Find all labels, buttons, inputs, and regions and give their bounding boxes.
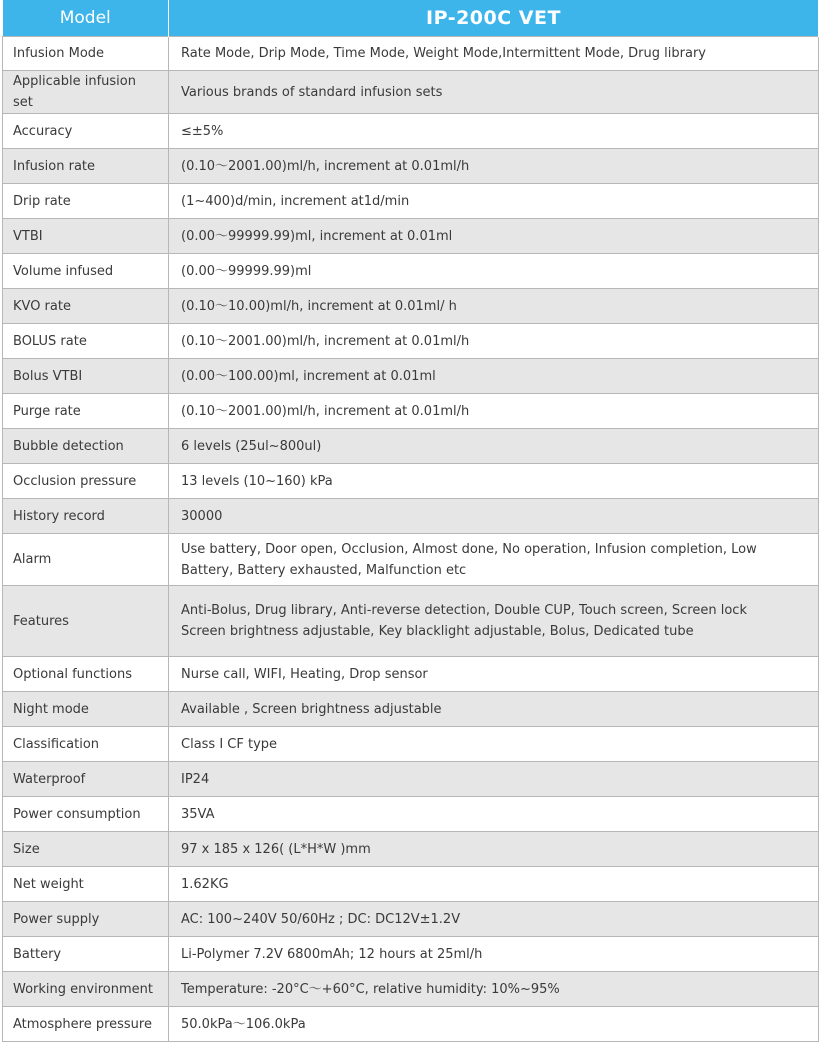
table-row (3, 359, 819, 394)
spec-label: KVO rate (3, 289, 169, 324)
table-row (3, 114, 819, 149)
spec-label: Power consumption (3, 797, 169, 832)
table-row (3, 937, 819, 972)
table-row (3, 289, 819, 324)
spec-value: 97 x 185 x 126( (L*H*W )mm (169, 832, 819, 867)
spec-value: ≤±5% (169, 114, 819, 149)
spec-label: Bolus VTBI (3, 359, 169, 394)
spec-label: Applicable infusion set (3, 71, 169, 114)
table-row (3, 972, 819, 1007)
table-row (3, 254, 819, 289)
spec-value: Li-Polymer 7.2V 6800mAh; 12 hours at 25ml/h (169, 937, 819, 972)
table-row (3, 394, 819, 429)
spec-label: Features (3, 586, 169, 657)
spec-table (2, 0, 819, 1042)
table-row (3, 464, 819, 499)
table-row (3, 534, 819, 586)
spec-value: (0.00～99999.99)ml, increment at 0.01ml (169, 219, 819, 254)
spec-label: Bubble detection (3, 429, 169, 464)
spec-value: 30000 (169, 499, 819, 534)
spec-value: Temperature: -20°C～+60°C, relative humidity: 10%~95% (169, 972, 819, 1007)
spec-label: Atmosphere pressure (3, 1007, 169, 1042)
spec-label: Infusion rate (3, 149, 169, 184)
table-row (3, 37, 819, 71)
spec-value: Rate Mode, Drip Mode, Time Mode, Weight Mode,Intermittent Mode, Drug library (169, 37, 819, 71)
spec-label: History record (3, 499, 169, 534)
spec-table-body (3, 37, 819, 1042)
spec-value: Class I CF type (169, 727, 819, 762)
table-row (3, 762, 819, 797)
spec-label: Infusion Mode (3, 37, 169, 71)
spec-label: Optional functions (3, 657, 169, 692)
spec-value: 35VA (169, 797, 819, 832)
spec-label: Drip rate (3, 184, 169, 219)
spec-value: Anti-Bolus, Drug library, Anti-reverse detection, Double CUP, Touch screen, Screen lock Screen brightness adjustable, Key blacklight adjustable, Bolus, Dedicated tube (169, 586, 819, 657)
spec-label: Volume infused (3, 254, 169, 289)
spec-label: Waterproof (3, 762, 169, 797)
spec-label: Size (3, 832, 169, 867)
spec-label: Net weight (3, 867, 169, 902)
spec-label: Classification (3, 727, 169, 762)
header-model-label: Model (3, 0, 169, 37)
table-row (3, 797, 819, 832)
header-model-name: IP-200C VET (169, 0, 819, 37)
table-row (3, 867, 819, 902)
table-row (3, 586, 819, 657)
spec-value: (0.10～2001.00)ml/h, increment at 0.01ml/h (169, 149, 819, 184)
spec-value: Use battery, Door open, Occlusion, Almost done, No operation, Infusion completion, Low Battery, Battery exhausted, Malfunction etc (169, 534, 819, 586)
spec-value: (0.10～2001.00)ml/h, increment at 0.01ml/h (169, 324, 819, 359)
spec-value: Various brands of standard infusion sets (169, 71, 819, 114)
spec-label: Night mode (3, 692, 169, 727)
spec-label: Battery (3, 937, 169, 972)
spec-value: IP24 (169, 762, 819, 797)
spec-label: VTBI (3, 219, 169, 254)
spec-value: 50.0kPa～106.0kPa (169, 1007, 819, 1042)
spec-value: 6 levels (25ul~800ul) (169, 429, 819, 464)
table-row (3, 149, 819, 184)
table-row (3, 727, 819, 762)
table-row (3, 184, 819, 219)
spec-value: Available , Screen brightness adjustable (169, 692, 819, 727)
table-row (3, 324, 819, 359)
table-row (3, 692, 819, 727)
spec-value: (0.10～2001.00)ml/h, increment at 0.01ml/h (169, 394, 819, 429)
spec-value: 13 levels (10~160) kPa (169, 464, 819, 499)
spec-label: Accuracy (3, 114, 169, 149)
spec-value: Nurse call, WIFI, Heating, Drop sensor (169, 657, 819, 692)
table-row (3, 499, 819, 534)
table-row (3, 902, 819, 937)
spec-label: Power supply (3, 902, 169, 937)
table-row (3, 832, 819, 867)
table-row (3, 219, 819, 254)
spec-value: (0.00～100.00)ml, increment at 0.01ml (169, 359, 819, 394)
spec-label: BOLUS rate (3, 324, 169, 359)
spec-value: (0.10～10.00)ml/h, increment at 0.01ml/ h (169, 289, 819, 324)
spec-value: (1~400)d/min, increment at1d/min (169, 184, 819, 219)
table-row (3, 1007, 819, 1042)
spec-value: AC: 100~240V 50/60Hz ; DC: DC12V±1.2V (169, 902, 819, 937)
spec-label: Purge rate (3, 394, 169, 429)
table-row (3, 657, 819, 692)
table-header-row (3, 0, 819, 37)
spec-value: 1.62KG (169, 867, 819, 902)
table-row (3, 429, 819, 464)
spec-label: Occlusion pressure (3, 464, 169, 499)
table-row (3, 71, 819, 114)
spec-label: Working environment (3, 972, 169, 1007)
spec-label: Alarm (3, 534, 169, 586)
spec-value: (0.00～99999.99)ml (169, 254, 819, 289)
